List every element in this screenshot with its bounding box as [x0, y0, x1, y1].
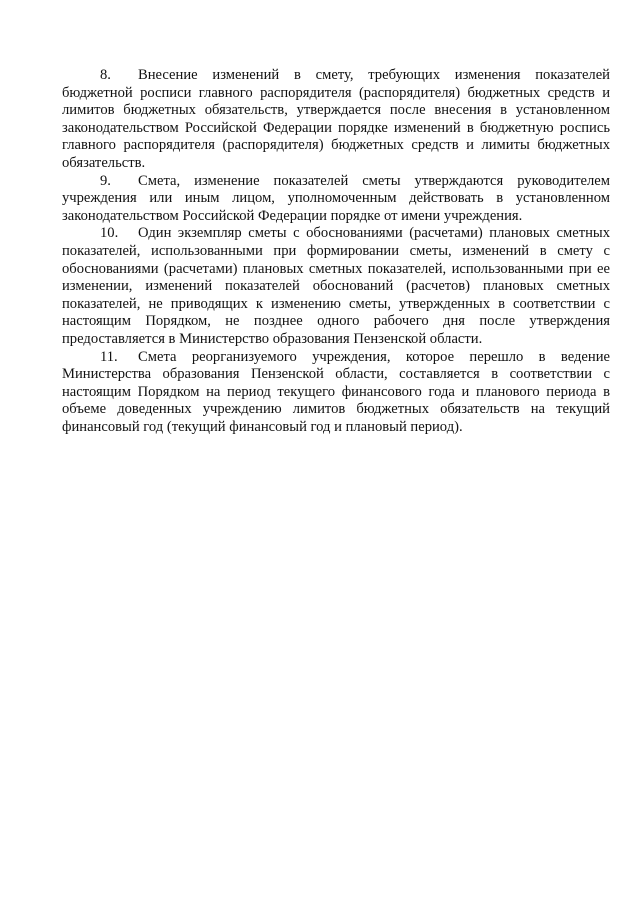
paragraph-10: [62, 225, 610, 348]
paragraph-text: Смета реорганизуемого учреждения, которое перешло в ведение Министерства образования Пензенской области, составляется в соответствии с настоящим Порядком на период текущего финансового года и планового периода в объеме доведенных учреждению лимитов бюджетных обязательств на текущий финансовый год (текущий финансовый год и плановый период).: [62, 348, 610, 435]
paragraph-text: Внесение изменений в смету, требующих изменения показателей бюджетной росписи главного распорядителя (распорядителя) бюджетных средств и лимитов бюджетных обязательств, утверждается после внесения в установленном законодательством Российской Федерации порядке изменений в бюджетную роспись главного распорядителя (распорядителя) бюджетных средств и лимиты бюджетных обязательств.: [62, 67, 610, 171]
paragraph-11: [62, 349, 610, 437]
paragraph-number: 8.: [100, 67, 111, 83]
paragraph-8: [62, 67, 610, 173]
document-page: [62, 67, 610, 436]
paragraph-number: 10.: [100, 225, 119, 242]
paragraph-9: [62, 173, 610, 226]
paragraph-number: 11.: [100, 348, 118, 365]
paragraph-text: Смета, изменение показателей сметы утверждаются руководителем учреждения или иным лицом, уполномоченным действовать в установленном законодательством Российской Федерации порядке от имени учреждения.: [62, 172, 610, 224]
paragraph-text: Один экземпляр сметы с обоснованиями (расчетами) плановых сметных показателей, использованными при формировании сметы, изменений в смету с обоснованиями (расчетами) плановых сметных показателей, использованными при ее изменении, изменений показателей обоснований (расчетов) плановых сметных показателей, не приводящих к изменению сметы, утвержденных в соответствии с настоящим Порядком, не позднее одного рабочего дня после утверждения предоставляется в Министерство образования Пензенской области.: [62, 225, 610, 347]
paragraph-number: 9.: [100, 172, 111, 189]
